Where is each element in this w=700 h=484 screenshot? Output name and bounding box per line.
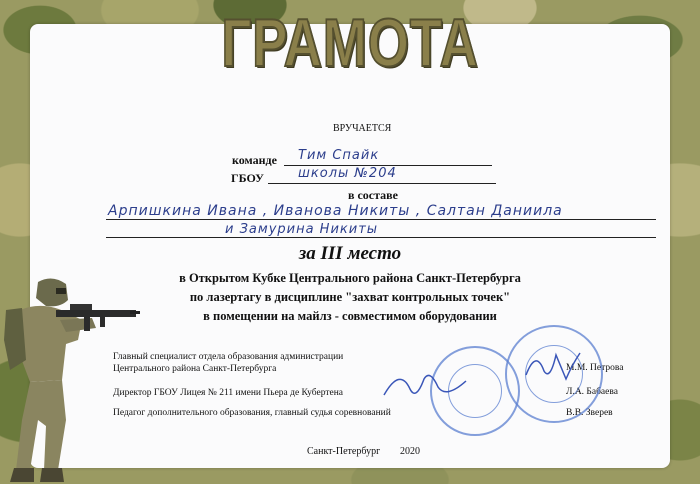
signatory-1-position: Главный специалист отдела образования администрации Центрального района Санкт-Петербурга bbox=[113, 352, 344, 374]
team-label: команде bbox=[232, 153, 277, 167]
certificate-title: ГРАМОТА bbox=[221, 5, 479, 81]
signatory-3-name: В.В. Зверев bbox=[566, 408, 613, 418]
school-label: ГБОУ bbox=[231, 171, 264, 185]
city: Санкт-Петербург bbox=[307, 446, 381, 457]
soldier-illustration bbox=[0, 270, 145, 484]
event-line-3: в помещении на майлз - совместимом оборудовании bbox=[203, 309, 497, 323]
event-line-1: в Открытом Кубке Центрального района Санкт-Петербурга bbox=[179, 271, 521, 285]
school-underline bbox=[268, 183, 496, 184]
awarded-label: ВРУЧАЕТСЯ bbox=[333, 123, 392, 134]
signatory-1-name: М.М. Петрова bbox=[566, 363, 624, 373]
signature-2 bbox=[522, 345, 582, 385]
members-underline-2 bbox=[106, 237, 656, 238]
members-underline-1 bbox=[106, 219, 656, 220]
year: 2020 bbox=[400, 446, 420, 457]
signature-1 bbox=[380, 365, 470, 405]
members-line-1: Арпишкина Ивана , Иванова Никиты , Салтан Даниила bbox=[108, 203, 563, 219]
signatory-2-position: Директор ГБОУ Лицея № 211 имени Пьера де Кубертена bbox=[113, 388, 344, 398]
school-value: школы №204 bbox=[298, 166, 397, 181]
place-text: за III место bbox=[298, 243, 402, 264]
event-line-2: по лазертагу в дисциплине "захват контрольных точек" bbox=[189, 290, 511, 304]
signatory-2-name: Л.А. Бабаева bbox=[566, 387, 618, 397]
members-line-2: и Замурина Никиты bbox=[225, 222, 379, 237]
composition-label: в составе bbox=[348, 188, 398, 202]
signatory-3-position: Педагог дополнительного образования, главный судья соревнований bbox=[113, 408, 391, 418]
team-value: Тим Спайк bbox=[298, 148, 380, 163]
